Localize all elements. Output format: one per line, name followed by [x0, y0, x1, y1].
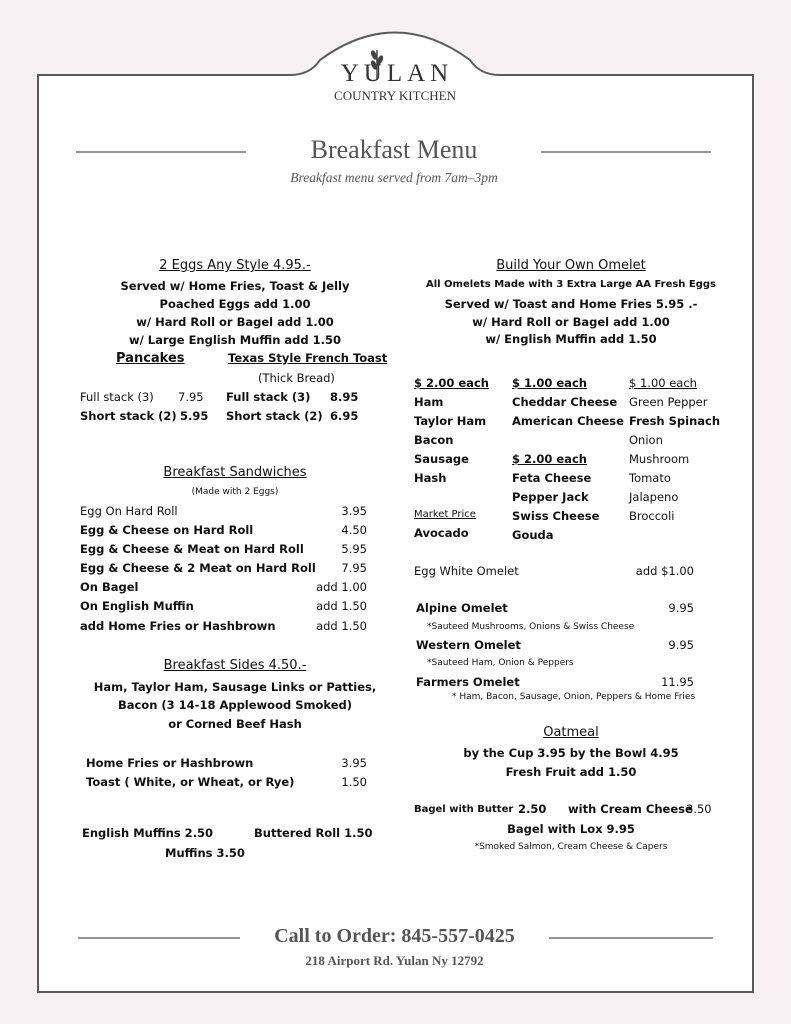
pancakes-full-price: 7.95 [178, 390, 204, 404]
col3-item: Broccoli [629, 509, 675, 523]
special-note: *Sauteed Ham, Onion & Peppers [427, 658, 574, 668]
oatmeal-line: by the Cup 3.95 by the Bowl 4.95 [463, 746, 679, 760]
sandwich-price: 5.95 [341, 542, 367, 556]
sandwich-item: add Home Fries or Hashbrown [80, 619, 276, 633]
market-head: Market Price [414, 509, 476, 520]
col1-item: Hash [414, 471, 447, 485]
sandwich-item: On Bagel [80, 580, 139, 594]
col2b-head: $ 2.00 each [512, 452, 587, 466]
col2b-item: Pepper Jack [512, 490, 589, 504]
special-price: 9.95 [668, 638, 694, 652]
sides-line: or Corned Beef Hash [168, 717, 302, 731]
sandwich-item: On English Muffin [80, 599, 194, 613]
page-subtitle: Breakfast menu served from 7am–3pm [290, 170, 498, 185]
sides-line: Bacon (3 14-18 Applewood Smoked) [117, 698, 353, 712]
col3-item: Fresh Spinach [629, 414, 721, 428]
eggs-line: w/ Large English Muffin add 1.50 [128, 333, 342, 347]
col2b-item: Swiss Cheese [512, 509, 600, 523]
bagel-cream: with Cream Cheese [568, 802, 693, 816]
egg-white-omelet: Egg White Omelet [414, 564, 519, 578]
col1-item: Sausage [414, 452, 469, 466]
sides-line: Ham, Taylor Ham, Sausage Links or Patties, [93, 680, 377, 694]
omelet-line: Served w/ Toast and Home Fries 5.95 .- [444, 297, 698, 311]
col2b-item: Gouda [512, 528, 554, 542]
sandwiches-heading: Breakfast Sandwiches [163, 465, 307, 480]
side-price: 1.50 [341, 775, 367, 789]
side-item: Toast ( White, or Wheat, or Rye) [86, 775, 295, 789]
muffins2-item: Muffins 3.50 [165, 846, 245, 860]
omelet-heading: Build Your Own Omelet [496, 258, 646, 273]
pancakes-full: Full stack (3) [80, 390, 154, 404]
col2-item: American Cheese [512, 414, 624, 428]
special-price: 9.95 [668, 601, 694, 615]
sandwich-price: 4.50 [341, 523, 367, 537]
sandwich-item: Egg & Cheese & Meat on Hard Roll [80, 542, 304, 556]
toast-full: Full stack (3) [226, 390, 311, 404]
french-toast-note: (Thick Bread) [258, 371, 335, 385]
oatmeal-heading: Oatmeal [543, 725, 599, 740]
col1-item: Taylor Ham [414, 414, 487, 428]
col1-head: $ 2.00 each [414, 376, 489, 390]
toast-short-price: 6.95 [330, 409, 359, 423]
col2b-item: Feta Cheese [512, 471, 592, 485]
bagel-butter: Bagel with Butter [414, 804, 514, 815]
bagel-lox: Bagel with Lox 9.95 [507, 822, 635, 836]
col1-item: Bacon [414, 433, 454, 447]
eggs-heading: 2 Eggs Any Style 4.95.- [159, 258, 311, 273]
bagel-butter-price: 2.50 [518, 802, 547, 816]
french-toast-heading: Texas Style French Toast [228, 351, 388, 365]
sandwich-price: 3.95 [341, 504, 367, 518]
sandwich-item: Egg & Cheese on Hard Roll [80, 523, 254, 537]
col3-item: Jalapeno [629, 490, 679, 504]
roll-item: Buttered Roll 1.50 [254, 826, 373, 840]
special-name: Alpine Omelet [416, 601, 508, 615]
col3-item: Tomato [629, 471, 671, 485]
sides-heading: Breakfast Sides 4.50.- [163, 658, 307, 673]
bagel-lox-note: *Smoked Salmon, Cream Cheese & Capers [474, 842, 668, 852]
omelet-line: w/ English Muffin add 1.50 [485, 332, 657, 346]
sandwich-item: Egg & Cheese & 2 Meat on Hard Roll [80, 561, 316, 575]
special-price: 11.95 [661, 675, 694, 689]
sandwich-item: Egg On Hard Roll [80, 504, 178, 518]
toast-short: Short stack (2) [226, 409, 323, 423]
eggs-line: Poached Eggs add 1.00 [159, 297, 311, 311]
col1-item: Ham [414, 395, 444, 409]
special-name: Western Omelet [416, 638, 521, 652]
bagel-cream-price: 3.50 [686, 802, 712, 816]
col3-item: Mushroom [629, 452, 690, 466]
egg-white-price: add $1.00 [635, 564, 694, 578]
col3-item: Onion [629, 433, 663, 447]
side-item: Home Fries or Hashbrown [86, 756, 254, 770]
oatmeal-line: Fresh Fruit add 1.50 [505, 765, 637, 779]
sandwich-price: add 1.00 [316, 580, 367, 594]
logo-brand: YULAN [340, 60, 454, 87]
toast-full-price: 8.95 [330, 390, 359, 404]
eggs-line: w/ Hard Roll or Bagel add 1.00 [136, 315, 334, 329]
special-note: *Sauteed Mushrooms, Onions & Swiss Cheese [427, 622, 635, 632]
sandwich-price: 7.95 [341, 561, 367, 575]
logo-sub: COUNTRY KITCHEN [334, 88, 456, 103]
market-item: Avocado [414, 526, 469, 540]
special-name: Farmers Omelet [416, 675, 520, 689]
muffins-item: English Muffins 2.50 [82, 826, 214, 840]
eggs-line: Served w/ Home Fries, Toast & Jelly [120, 279, 350, 293]
omelet-line: w/ Hard Roll or Bagel add 1.00 [472, 315, 670, 329]
sandwich-price: add 1.50 [316, 599, 367, 613]
special-note: * Ham, Bacon, Sausage, Onion, Peppers & Home Fries [452, 692, 696, 702]
sandwich-price: add 1.50 [316, 619, 367, 633]
sandwiches-note: (Made with 2 Eggs) [191, 487, 279, 497]
page-title: Breakfast Menu [310, 135, 478, 164]
address: 218 Airport Rd. Yulan Ny 12792 [305, 953, 484, 968]
col2-head: $ 1.00 each [512, 376, 587, 390]
col2-item: Cheddar Cheese [512, 395, 618, 409]
call-to-order: Call to Order: 845-557-0425 [274, 925, 515, 947]
pancakes-short-price: 5.95 [180, 409, 209, 423]
col3-item: Green Pepper [629, 395, 708, 409]
pancakes-heading: Pancakes [116, 351, 185, 366]
col3-head: $ 1.00 each [629, 376, 697, 390]
side-price: 3.95 [341, 756, 367, 770]
omelet-line: All Omelets Made with 3 Extra Large AA Fresh Eggs [425, 279, 717, 290]
pancakes-short: Short stack (2) [80, 409, 177, 423]
